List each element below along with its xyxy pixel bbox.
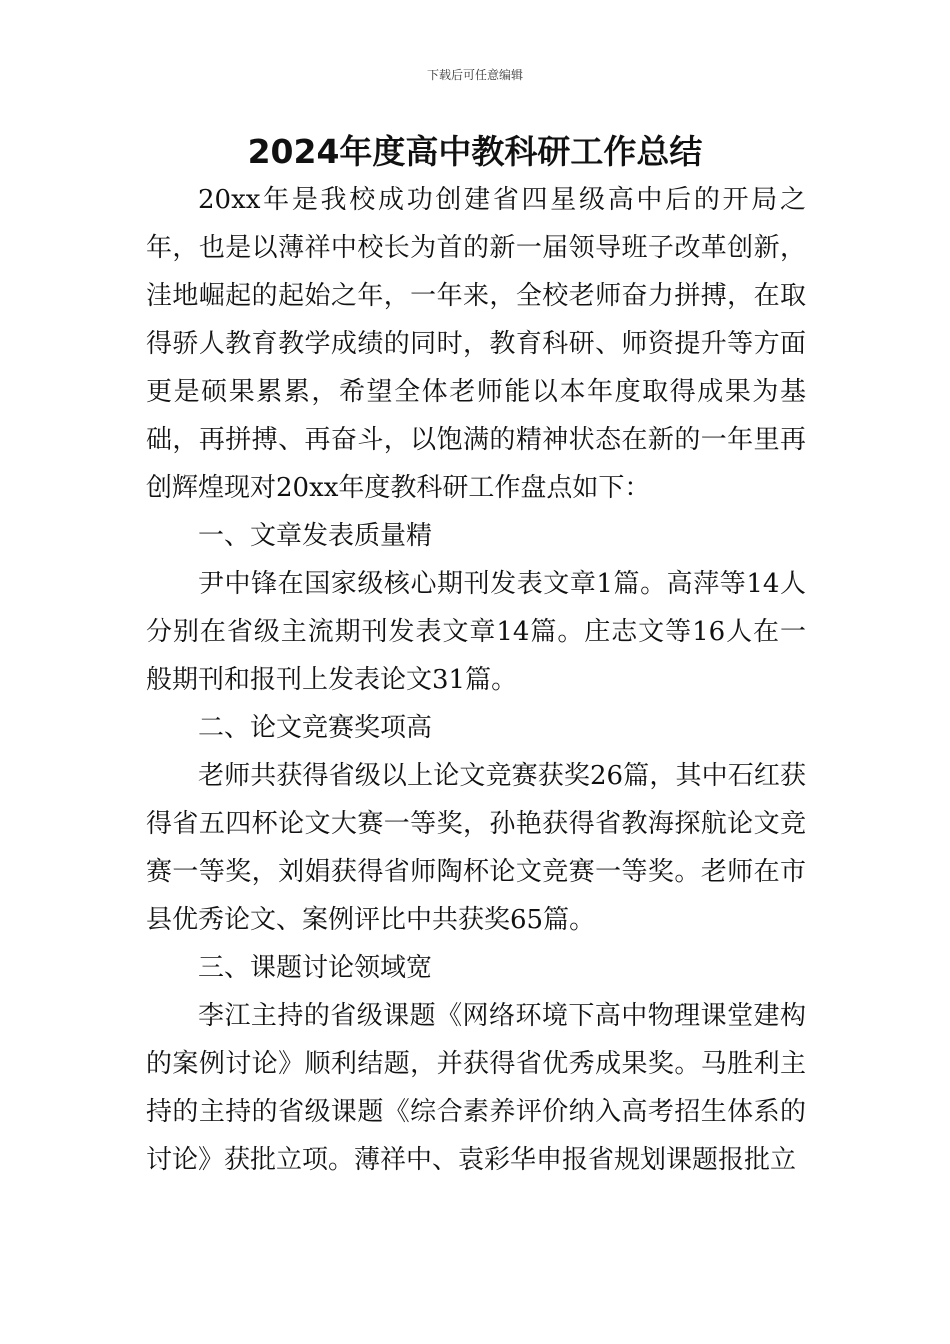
header-note: 下载后可任意编辑 bbox=[426, 68, 523, 82]
document-body bbox=[146, 176, 806, 1184]
section-heading-1: 一、文章发表质量精 bbox=[198, 521, 433, 551]
section-heading-2: 二、论文竞赛奖项高 bbox=[198, 713, 433, 743]
intro-paragraph: 20xx年是我校成功创建省四星级高中后的开局之年，也是以薄祥中校长为首的新一届领导班子改革创新，洼地崛起的起始之年，一年来，全校老师奋力拼搏，在取得骄人教育教学成绩的同时，教育科研、师资提升等方面更是硕果累累，希望全体老师能以本年度取得成果为基础，再拼搏、再奋斗，以饱满的精神状态在新的一年里再创辉煌现对20xx年度教科研工作盘点如下： bbox=[146, 185, 806, 503]
section-paragraph-1: 尹中锋在国家级核心期刊发表文章1篇。高萍等14人分别在省级主流期刊发表文章14篇。庄志文等16人在一般期刊和报刊上发表论文31篇。 bbox=[146, 569, 806, 695]
document-title: 2024年度高中教科研工作总结 bbox=[247, 132, 703, 171]
section-heading-3: 三、课题讨论领域宽 bbox=[198, 953, 433, 983]
section-paragraph-2: 老师共获得省级以上论文竞赛获奖26篇，其中石红获得省五四杯论文大赛一等奖，孙艳获得省教海探航论文竞赛一等奖，刘娟获得省师陶杯论文竞赛一等奖。老师在市县优秀论文、案例评比中共获奖65篇。 bbox=[146, 761, 806, 935]
section-paragraph-3: 李江主持的省级课题《网络环境下高中物理课堂建构的案例讨论》顺利结题，并获得省优秀成果奖。马胜利主持的主持的省级课题《综合素养评价纳入高考招生体系的讨论》获批立项。薄祥中、袁彩华申报省规划课题报批立 bbox=[146, 1001, 806, 1175]
